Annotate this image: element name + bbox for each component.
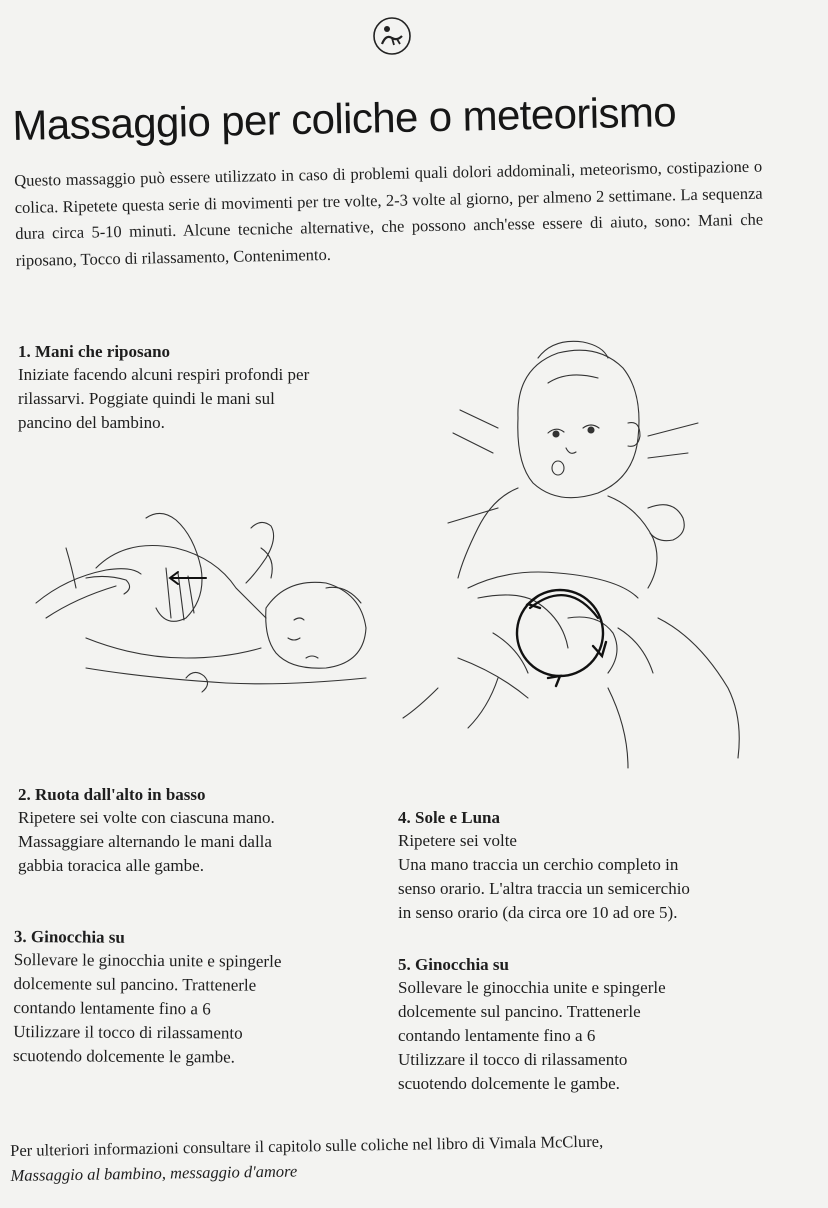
- step-1: [18, 340, 378, 435]
- page-title: Massaggio per coliche o meteorismo: [12, 88, 677, 149]
- step-heading: 5. Ginocchia su: [398, 955, 509, 974]
- step-heading: 2. Ruota dall'alto in basso: [18, 785, 206, 804]
- step-5: [398, 953, 798, 1096]
- step-heading: 4. Sole e Luna: [398, 808, 501, 827]
- step-text: Sollevare le ginocchia unite e spingerle dolcemente sul pancino. Trattenerle contando lentamente fino a 6 Utilizzare il tocco di rilassamento scuotendo dolcemente le gambe.: [13, 949, 282, 1067]
- step-3: [13, 925, 354, 1070]
- step-text: Ripetere sei volte Una mano traccia un cerchio completo in senso orario. L'altra traccia un semicerchio in senso orario (da circa ore 10 ad ore 5).: [398, 831, 690, 922]
- sun-and-moon-circle-illustration: [398, 328, 818, 788]
- book-title: Massaggio al bambino, messaggio d'amore: [10, 1161, 298, 1185]
- hands-on-baby-belly-illustration: [26, 508, 376, 708]
- footer-note: [10, 1126, 771, 1188]
- footer-text: Per ulteriori informazioni consultare il capitolo sulle coliche nel libro di Vimala McClure,: [10, 1131, 604, 1160]
- step-heading: 1. Mani che riposano: [18, 342, 171, 361]
- step-text: Ripetere sei volte con ciascuna mano. Massaggiare alternando le mani dalla gabbia toracica alle gambe.: [18, 808, 275, 875]
- step-heading: 3. Ginocchia su: [13, 926, 125, 947]
- step-2: [18, 783, 358, 878]
- intro-paragraph: Questo massaggio può essere utilizzato in caso di problemi quali dolori addominali, meteorismo, costipazione o colica. Ripetete questa serie di movimenti per tre volte, 2-3 volte al giorno, per almeno 2 settimane. La sequenza dura circa 5-10 minuti. Alcune tecniche alternative, che possono anch'esse essere di aiuto, sono: Mani che riposano, Tocco di rilassamento, Contenimento.: [14, 156, 764, 270]
- baby-massage-logo-icon: [372, 16, 412, 56]
- step-text: Iniziate facendo alcuni respiri profondi per rilassarvi. Poggiate quindi le mani sul pancino del bambino.: [18, 365, 310, 432]
- step-4: [398, 806, 798, 925]
- step-text: Sollevare le ginocchia unite e spingerle dolcemente sul pancino. Trattenerle contando lentamente fino a 6 Utilizzare il tocco di rilassamento scuotendo dolcemente le gambe.: [398, 978, 666, 1093]
